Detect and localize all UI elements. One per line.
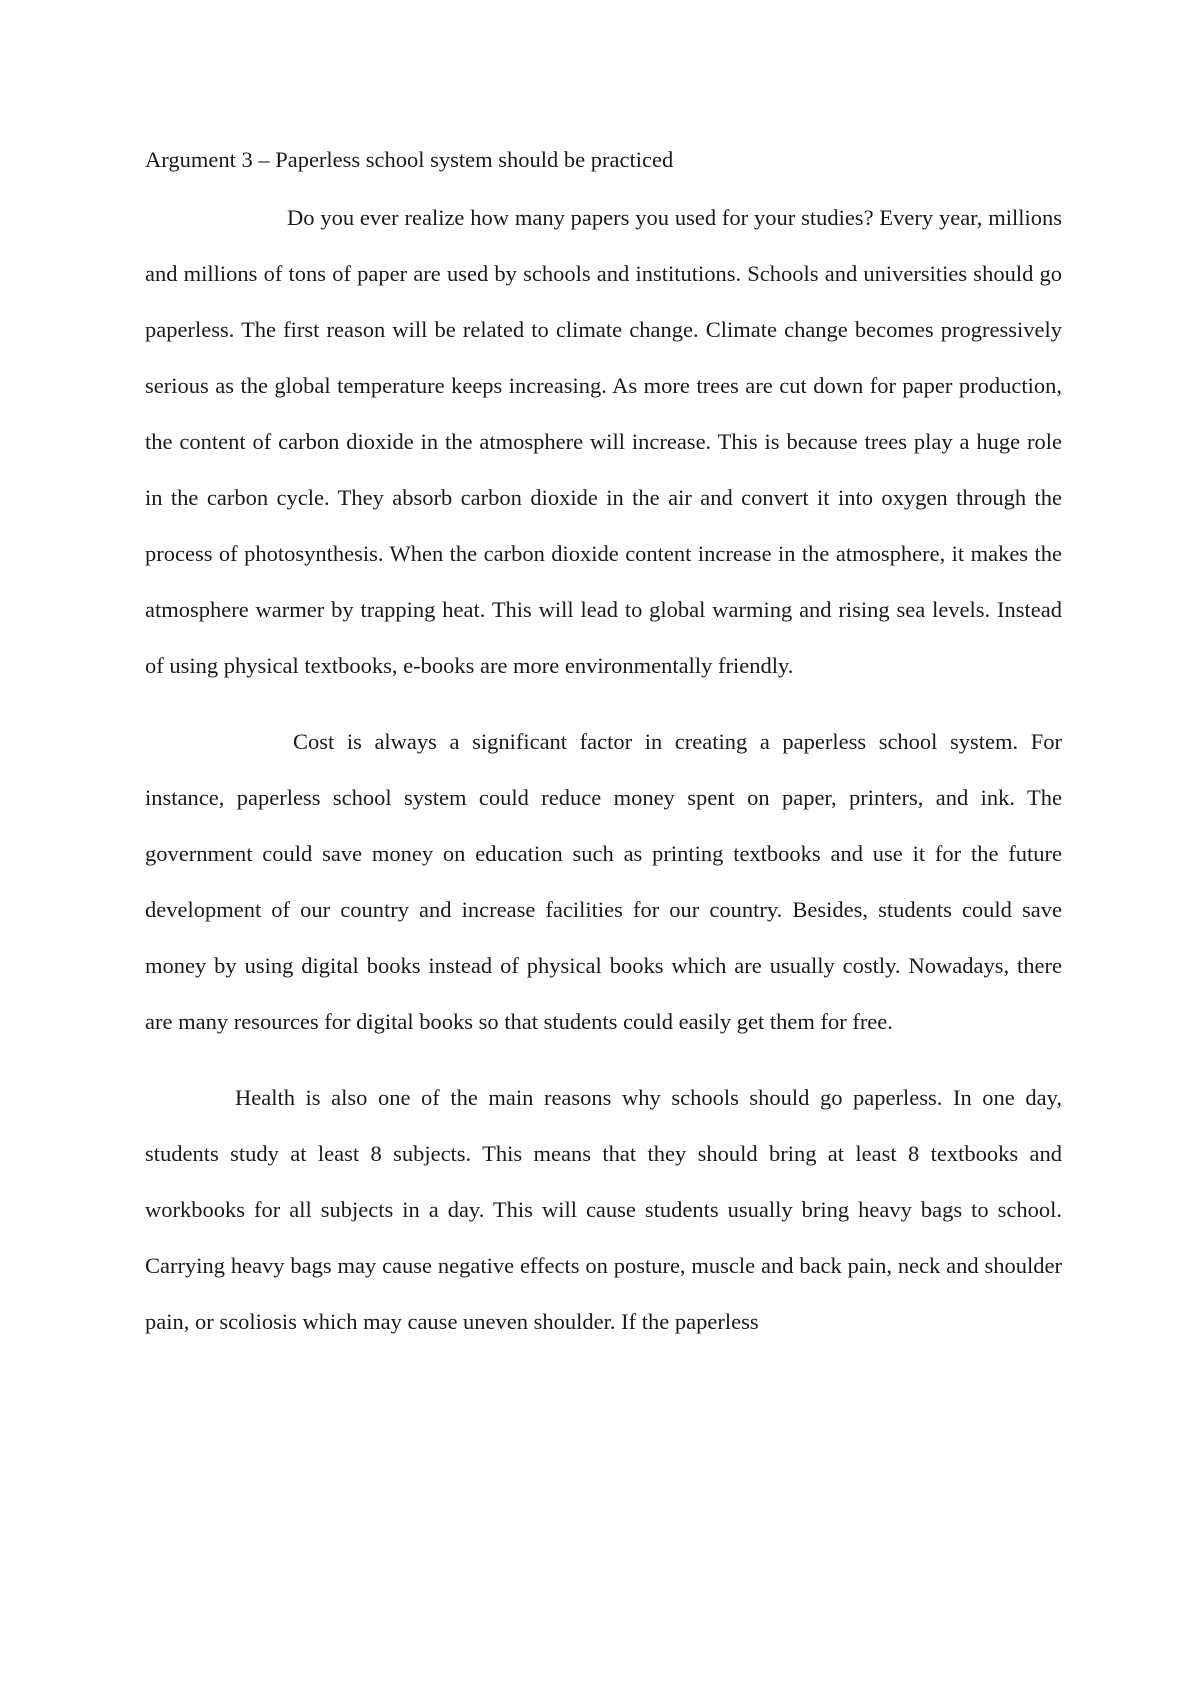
argument-heading: Argument 3 – Paperless school system should be practiced (145, 147, 674, 172)
paragraph-cost: Cost is always a significant factor in creating a paperless school system. For instance, paperless school system could reduce money spent on paper, printers, and ink. The government could save money on education such as printing textbooks and use it for the future development of our country and increase facilities for our country. Besides, students could save money by using digital books instead of physical books which are usually costly. Nowadays, there are many resources for digital books so that students could easily get them for free. (145, 729, 1062, 1034)
document-body (145, 142, 1062, 1370)
paragraph-climate: Do you ever realize how many papers you used for your studies? Every year, millions and millions of tons of paper are used by schools and institutions. Schools and universities should go paperless. The first reason will be related to climate change. Climate change becomes progressively serious as the global temperature keeps increasing. As more trees are cut down for paper production, the content of carbon dioxide in the atmosphere will increase. This is because trees play a huge role in the carbon cycle. They absorb carbon dioxide in the air and convert it into oxygen through the process of photosynthesis. When the carbon dioxide content increase in the atmosphere, it makes the atmosphere warmer by trapping heat. This will lead to global warming and rising sea levels. Instead of using physical textbooks, e-books are more environmentally friendly. (145, 205, 1062, 678)
paragraph-health: Health is also one of the main reasons why schools should go paperless. In one day, students study at least 8 subjects. This means that they should bring at least 8 textbooks and workbooks for all subjects in a day. This will cause students usually bring heavy bags to school. Carrying heavy bags may cause negative effects on posture, muscle and back pain, neck and shoulder pain, or scoliosis which may cause uneven shoulder. If the paperless (145, 1085, 1062, 1334)
